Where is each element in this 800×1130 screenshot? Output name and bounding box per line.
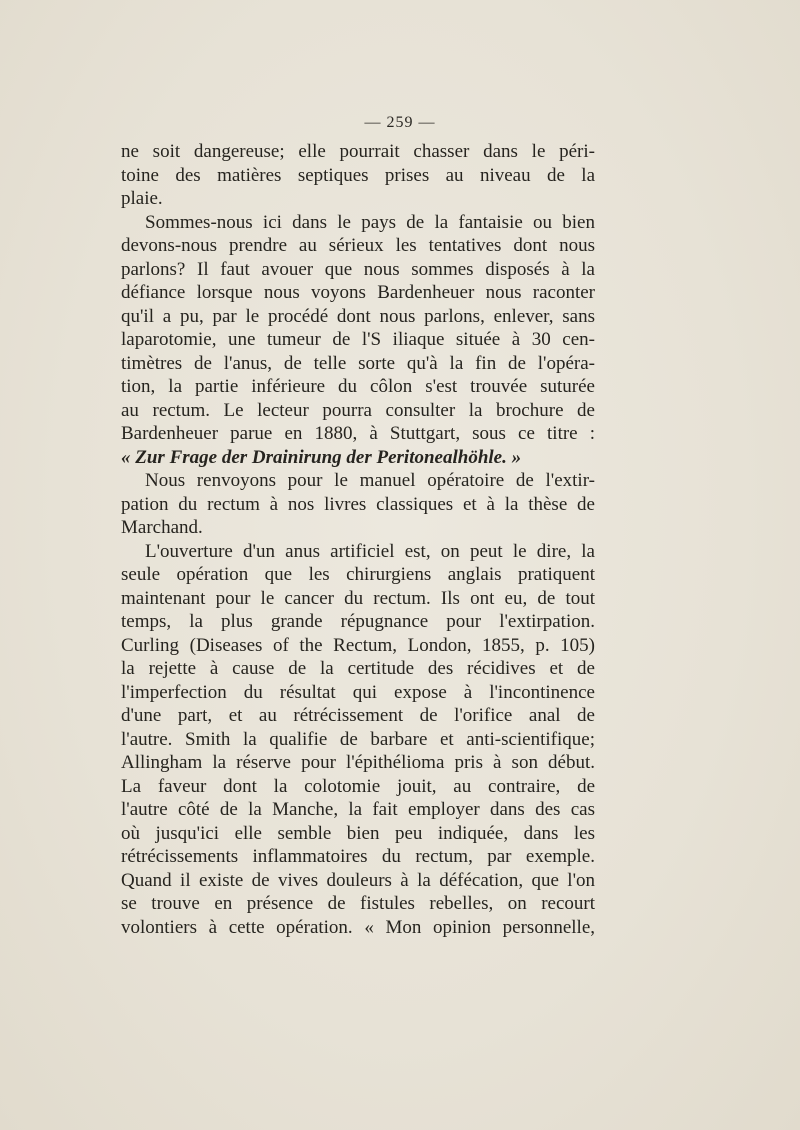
text-line: où jusqu'ici elle semble bien peu indiquée, dans les	[121, 822, 595, 844]
text-line: défiance lorsque nous voyons Bardenheuer nous raconter	[121, 282, 595, 303]
text-line: Nous renvoyons pour le manuel opératoire de l'extir-	[145, 470, 595, 491]
page-number: — 259 —	[364, 114, 436, 131]
text-line: devons-nous prendre au sérieux les tentatives dont nous	[121, 235, 595, 256]
text-line: Bardenheuer parue en 1880, à Stuttgart, sous ce titre :	[121, 423, 595, 444]
text-line: Marchand.	[121, 517, 203, 538]
text-line: laparotomie, une tumeur de l'S iliaque située à 30 cen-	[121, 329, 595, 350]
text-line: la rejette à cause de la certitude des récidives et de	[121, 658, 595, 679]
text-line: pation du rectum à nos livres classiques et à la thèse de	[121, 493, 595, 515]
text-line: seule opération que les chirurgiens anglais pratiquent	[121, 564, 595, 585]
text-line: temps, la plus grande répugnance pour l'extirpation.	[121, 611, 595, 632]
text-line: l'autre côté de la Manche, la fait employer dans des cas	[121, 799, 595, 820]
text-line: volontiers à cette opération. « Mon opinion personnelle,	[121, 916, 595, 938]
text-line: Curling (Diseases of the Rectum, London, 1855, p. 105)	[121, 634, 595, 656]
text-line: l'imperfection du résultat qui expose à l'incontinence	[121, 681, 595, 703]
book-title: « Zur Frage der Drainirung der Peritonealhöhle. »	[121, 446, 522, 468]
text-line: qu'il a pu, par le procédé dont nous parlons, enlever, sans	[121, 305, 595, 327]
text-line: toine des matières septiques prises au niveau de la	[121, 164, 595, 186]
text-line: Allingham la réserve pour l'épithélioma pris à son début.	[121, 752, 595, 773]
body-text	[121, 140, 595, 939]
book-title-line	[121, 446, 595, 470]
text-line: plaie.	[121, 188, 163, 209]
text-line: d'une part, et au rétrécissement de l'orifice anal de	[121, 705, 595, 726]
text-line: ne soit dangereuse; elle pourrait chasser dans le péri-	[121, 141, 595, 162]
text-line: parlons? Il faut avouer que nous sommes disposés à la	[121, 258, 595, 280]
text-line: tion, la partie inférieure du côlon s'est trouvée suturée	[121, 376, 595, 397]
text-line: Quand il existe de vives douleurs à la défécation, que l'on	[121, 869, 595, 891]
text-line: Sommes-nous ici dans le pays de la fantaisie ou bien	[145, 211, 595, 233]
text-line: L'ouverture d'un anus artificiel est, on peut le dire, la	[145, 540, 595, 562]
text-line: au rectum. Le lecteur pourra consulter la brochure de	[121, 399, 595, 421]
text-line: se trouve en présence de fistules rebelles, on recourt	[121, 893, 595, 914]
text-line: l'autre. Smith la qualifie de barbare et anti-scientifique;	[121, 728, 595, 750]
text-line: maintenant pour le cancer du rectum. Ils ont eu, de tout	[121, 587, 595, 609]
text-line: La faveur dont la colotomie jouit, au contraire, de	[121, 775, 595, 797]
text-line: timètres de l'anus, de telle sorte qu'à la fin de l'opéra-	[121, 352, 595, 374]
text-line: rétrécissements inflammatoires du rectum, par exemple.	[121, 846, 595, 867]
